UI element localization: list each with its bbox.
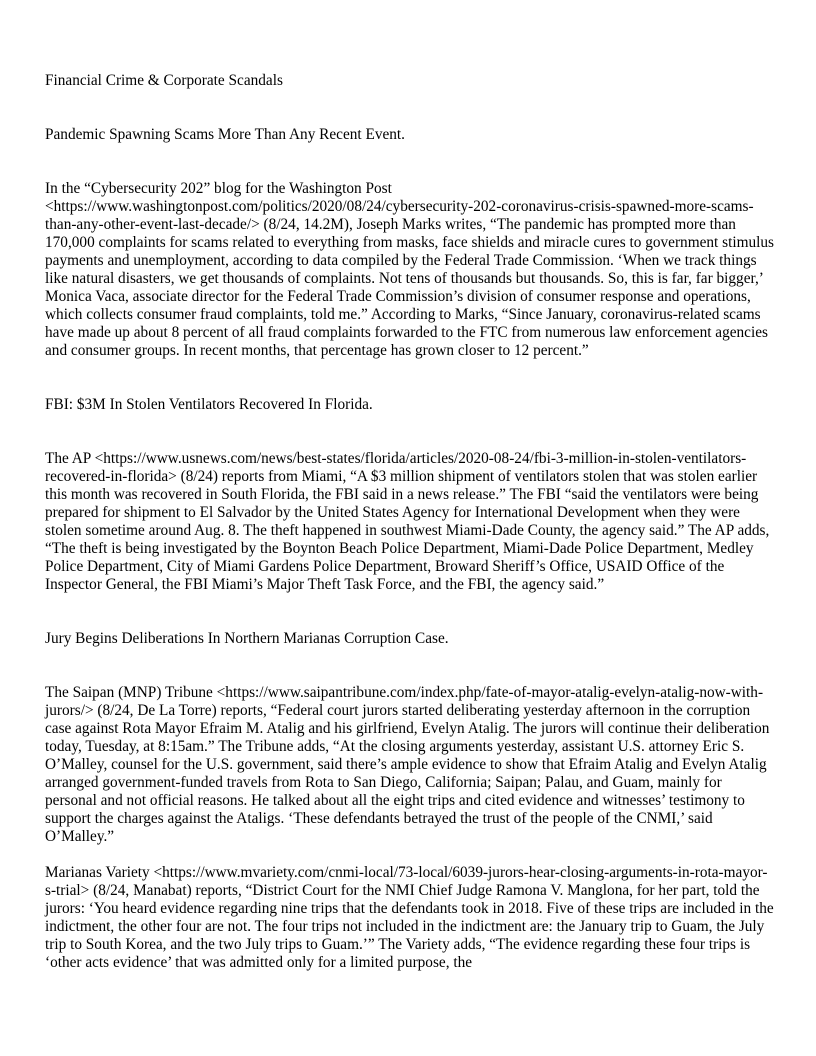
- spacer: [45, 648, 775, 684]
- spacer: [45, 360, 775, 396]
- spacer: [45, 594, 775, 630]
- article-3-paragraph-1: The Saipan (MNP) Tribune <https://www.saipantribune.com/index.php/fate-of-mayor-atalig-evelyn-atalig-now-with-jurors/> (8/24, De La Torre) reports, “Federal court jurors started deliberating yesterday afternoon in the corruption case against Rota Mayor Efraim M. Atalig and his girlfriend, Evelyn Atalig. The jurors will continue their deliberation today, Tuesday, at 8:15am.” The Tribune adds, “At the closing arguments yesterday, assistant U.S. attorney Eric S. O’Malley, counsel for the U.S. government, said there’s ample evidence to show that Efraim Atalig and Evelyn Atalig arranged government-funded travels from Rota to San Diego, California; Saipan; Palau, and Guam, mainly for personal and not official reasons. He talked about all the eight trips and cited evidence and witnesses’ testimony to support the charges against the Ataligs. ‘These defendants betrayed the trust of the people of the CNMI,’ said O’Malley.”: [45, 684, 770, 845]
- article-1-headline: Pandemic Spawning Scams More Than Any Recent Event.: [45, 126, 405, 143]
- spacer: [45, 144, 775, 180]
- document-page: [45, 72, 775, 972]
- article-3-headline: Jury Begins Deliberations In Northern Marianas Corruption Case.: [45, 630, 449, 647]
- spacer: [45, 846, 775, 864]
- spacer: [45, 414, 775, 450]
- spacer: [45, 90, 775, 126]
- section-title: Financial Crime & Corporate Scandals: [45, 72, 283, 89]
- article-2-paragraph-1: The AP <https://www.usnews.com/news/best-states/florida/articles/2020-08-24/fbi-3-million-in-stolen-ventilators-recovered-in-florida> (8/24) reports from Miami, “A $3 million shipment of ventilators stolen that was stolen earlier this month was recovered in South Florida, the FBI said in a news release.” The FBI “said the ventilators were being prepared for shipment to El Salvador by the United States Agency for International Development when they were stolen sometime around Aug. 8. The theft happened in southwest Miami-Dade County, the agency said.” The AP adds, “The theft is being investigated by the Boynton Beach Police Department, Miami-Dade Police Department, Medley Police Department, City of Miami Gardens Police Department, Broward Sheriff’s Office, USAID Office of the Inspector General, the FBI Miami’s Major Theft Task Force, and the FBI, the agency said.”: [45, 450, 770, 593]
- article-2-headline: FBI: $3M In Stolen Ventilators Recovered In Florida.: [45, 396, 373, 413]
- article-1-paragraph-1: In the “Cybersecurity 202” blog for the Washington Post <https://www.washingtonpost.com/politics/2020/08/24/cybersecurity-202-coronavirus-crisis-spawned-more-scams-than-any-other-event-last-decade/> (8/24, 14.2M), Joseph Marks writes, “The pandemic has prompted more than 170,000 complaints for scams related to everything from masks, face shields and miracle cures to government stimulus payments and unemployment, according to data compiled by the Federal Trade Commission. ‘When we track things like natural disasters, we get thousands of complaints. Not tens of thousands but thousands. So, this is far, far bigger,’ Monica Vaca, associate director for the Federal Trade Commission’s division of consumer response and operations, which collects consumer fraud complaints, told me.” According to Marks, “Since January, coronavirus-related scams have made up about 8 percent of all fraud complaints forwarded to the FTC from numerous law enforcement agencies and consumer groups. In recent months, that percentage has grown closer to 12 percent.”: [45, 180, 774, 359]
- article-3-paragraph-2: Marianas Variety <https://www.mvariety.com/cnmi-local/73-local/6039-jurors-hear-closing-arguments-in-rota-mayor-s-trial> (8/24, Manabat) reports, “District Court for the NMI Chief Judge Ramona V. Manglona, for her part, told the jurors: ‘You heard evidence regarding nine trips that the defendants took in 2018. Five of these trips are included in the indictment, the other four are not. The four trips not included in the indictment are: the January trip to Guam, the July trip to South Korea, and the two July trips to Guam.’” The Variety adds, “The evidence regarding these four trips is ‘other acts evidence’ that was admitted only for a limited purpose, the: [45, 864, 774, 971]
